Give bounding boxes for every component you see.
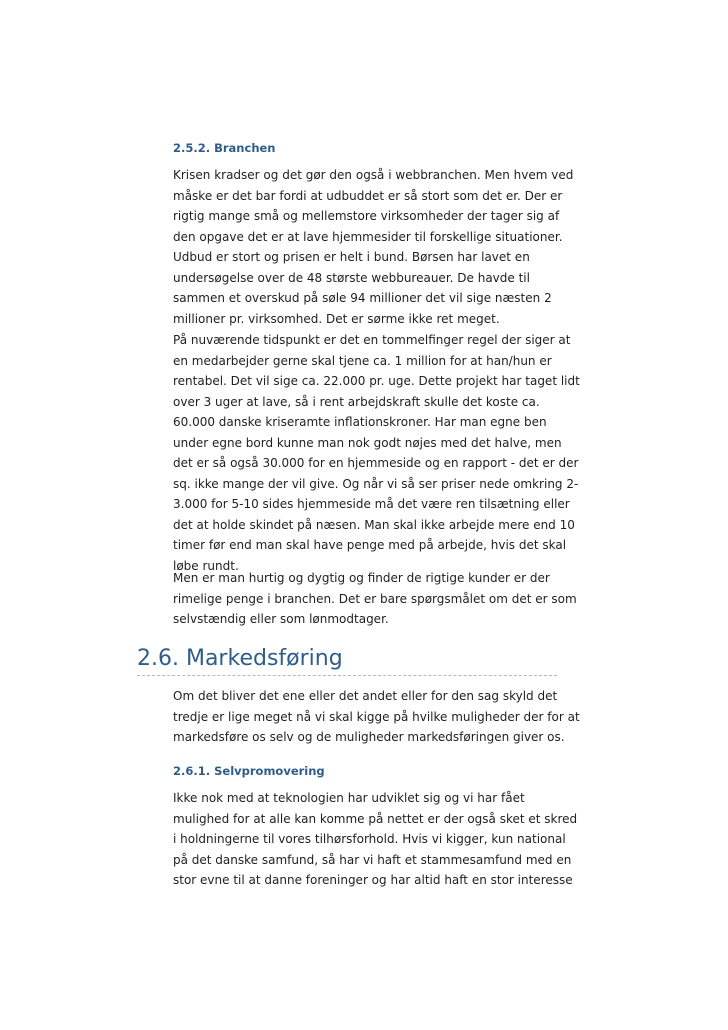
paragraph-selvpromovering	[173, 788, 577, 891]
text-line: på det danske samfund, så har vi haft et stammesamfund med en	[173, 852, 572, 867]
text-line: Ikke nok med at teknologien har udviklet sig og vi har fået	[173, 791, 525, 805]
heading-divider	[137, 675, 557, 676]
text-line: stor evne til at danne foreninger og har altid haft en stor interesse	[173, 873, 573, 887]
paragraph-branchen-2	[173, 330, 580, 576]
paragraph-branchen-3	[173, 568, 577, 630]
text-line: mulighed for at alle kan komme på nettet er der også sket et skred	[173, 811, 578, 826]
text-line: løbe rundt.	[173, 558, 239, 573]
text-line: tredje er lige meget nå vi skal kigge på hvilke muligheder der for at	[173, 709, 580, 724]
text-line: sammen et overskud på søle 94 millioner det vil sige næsten 2	[173, 291, 552, 305]
heading-2-6-1: 2.6.1. Selvpromovering	[173, 764, 325, 778]
text-line: rigtig mange små og mellemstore virksomheder der tager sig af	[173, 209, 560, 223]
text-line: timer før end man skal have penge med på arbejde, hvis det skal	[173, 538, 567, 552]
paragraph-markedsforing-intro	[173, 686, 580, 748]
text-line: 60.000 danske kriseramte inflationskroner. Har man egne ben	[173, 415, 547, 429]
heading-2-5-2: 2.5.2. Branchen	[173, 141, 276, 155]
text-line: undersøgelse over de 48 største webbureauer. De havde til	[173, 270, 530, 285]
text-line: På nuværende tidspunkt er det en tommelfinger regel der siger at	[173, 333, 571, 347]
text-line: en medarbejder gerne skal tjene ca. 1 million for at han/hun er	[173, 353, 552, 368]
text-line: markedsføre os selv og de muligheder markedsføringen giver os.	[173, 730, 565, 744]
text-line: Om det bliver det ene eller det andet eller for den sag skyld det	[173, 689, 558, 703]
text-line: i holdningerne til vores tilhørsforhold. Hvis vi kigger, kun national	[173, 832, 566, 846]
text-line: Men er man hurtig og dygtig og finder de rigtige kunder er der	[173, 571, 550, 585]
text-line: den opgave det er at lave hjemmesider til forskellige situationer.	[173, 229, 563, 244]
heading-2-6: 2.6. Markedsføring	[137, 646, 343, 671]
text-line: over 3 uger at lave, så i rent arbejdskraft skulle det koste ca.	[173, 394, 540, 409]
text-line: Krisen kradser og det gør den også i webbranchen. Men hvem ved	[173, 168, 574, 182]
text-line: under egne bord kunne man nok godt nøjes med det halve, men	[173, 435, 562, 450]
text-line: rimelige penge i branchen. Det er bare spørgsmålet om det er som	[173, 591, 577, 606]
text-line: 3.000 for 5-10 sides hjemmeside må det være ren tilsætning eller	[173, 497, 570, 511]
text-line: sq. ikke mange der vil give. Og når vi så ser priser nede omkring 2-	[173, 476, 579, 491]
text-line: millioner pr. virksomhed. Det er sørme ikke ret meget.	[173, 311, 500, 326]
text-line: måske er det bar fordi at udbuddet er så stort som det er. Der er	[173, 188, 563, 203]
text-line: det at holde skindet på næsen. Man skal ikke arbejde mere end 10	[173, 517, 575, 532]
text-line: selvstændig eller som lønmodtager.	[173, 612, 389, 626]
text-line: Udbud er stort og prisen er helt i bund. Børsen har lavet en	[173, 250, 530, 264]
text-line: rentabel. Det vil sige ca. 22.000 pr. uge. Dette projekt har taget lidt	[173, 374, 580, 388]
text-line: det er så også 30.000 for en hjemmeside og en rapport - det er der	[173, 456, 579, 470]
paragraph-branchen-1	[173, 165, 573, 329]
